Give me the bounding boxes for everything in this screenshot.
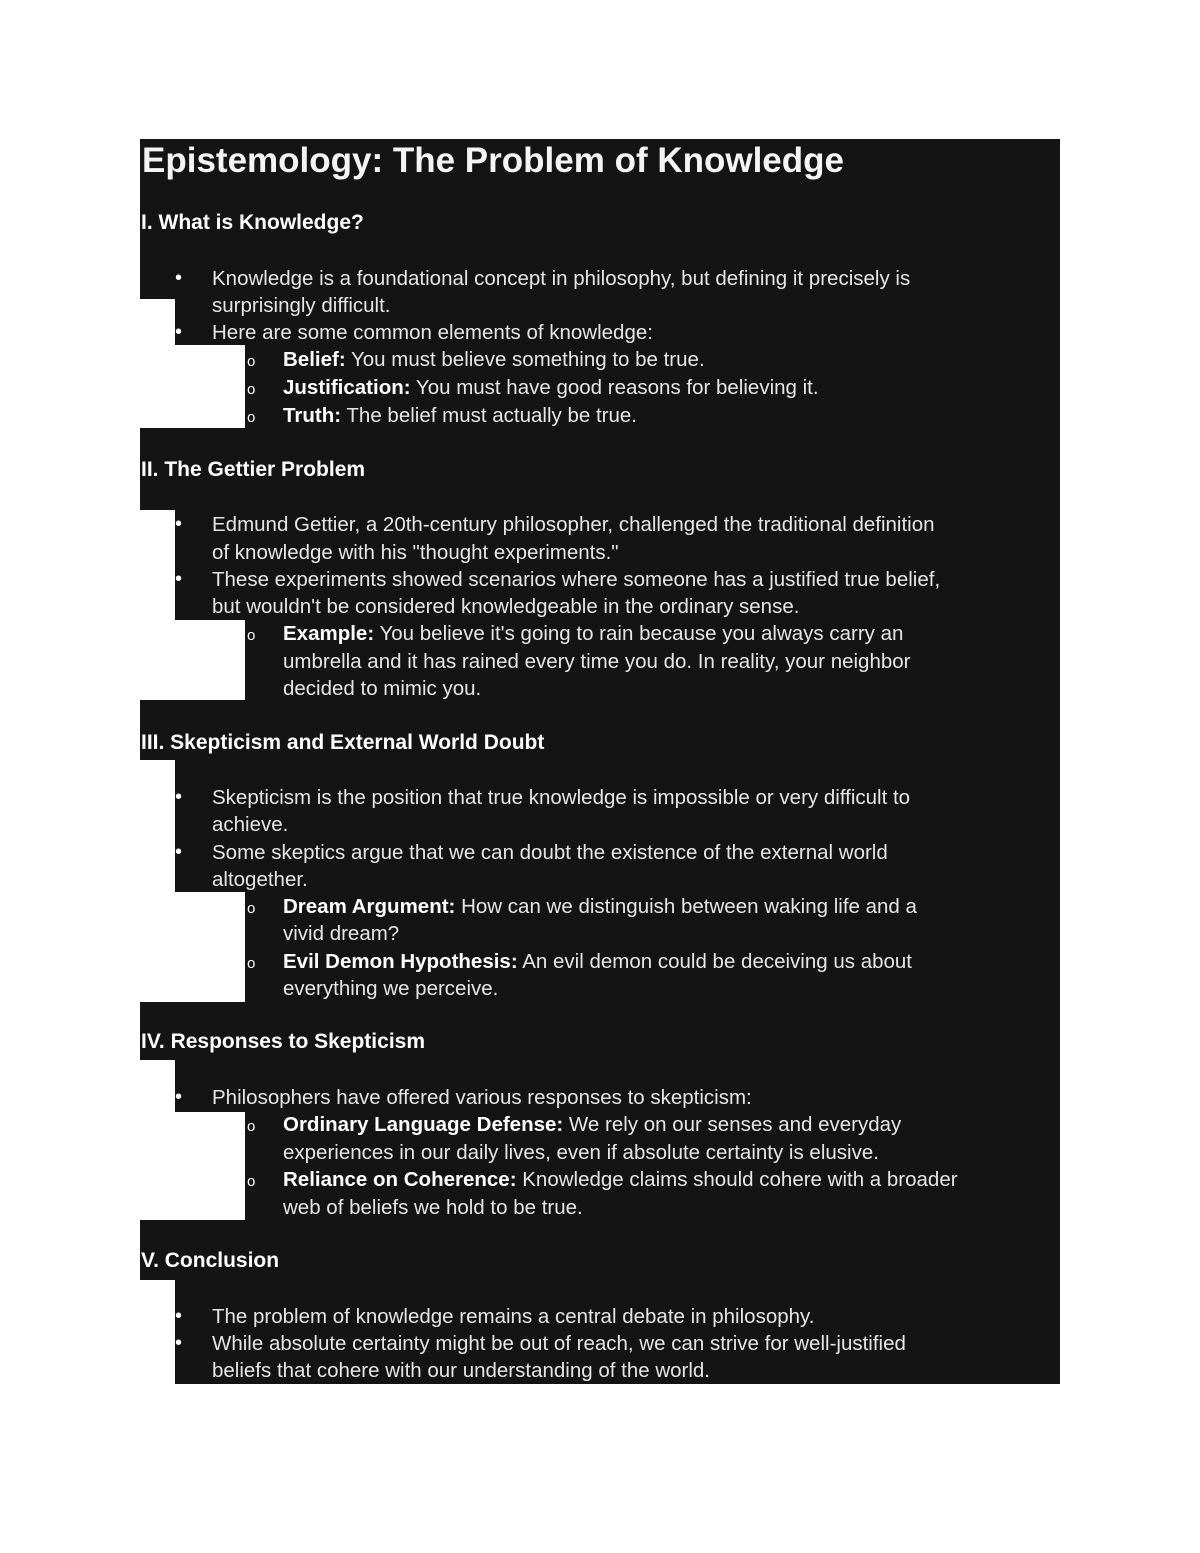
definition: You must believe something to be true. bbox=[345, 348, 705, 371]
sub-item-line: decided to mimic you. bbox=[283, 677, 482, 700]
sub-item-line bbox=[283, 374, 819, 401]
list-item-line: achieve. bbox=[212, 813, 289, 836]
section-heading: III. Skepticism and External World Doubt bbox=[141, 731, 545, 754]
sub-item-line bbox=[283, 346, 705, 373]
highlight-block bbox=[175, 760, 1060, 892]
sub-bullet-marker: o bbox=[247, 353, 256, 370]
section-heading: IV. Responses to Skepticism bbox=[141, 1030, 426, 1053]
term: Belief: bbox=[283, 348, 346, 371]
section-heading: V. Conclusion bbox=[141, 1249, 280, 1272]
bullet-marker: • bbox=[175, 786, 183, 808]
sub-item-line bbox=[283, 402, 637, 429]
list-item-line: While absolute certainty might be out of reach, we can strive for well-justified bbox=[212, 1332, 906, 1355]
definition: An evil demon could be deceiving us about bbox=[517, 950, 912, 973]
term: Evil Demon Hypothesis: bbox=[283, 950, 518, 973]
list-item-line: surprisingly difficult. bbox=[212, 294, 391, 317]
list-item-line: The problem of knowledge remains a central debate in philosophy. bbox=[212, 1305, 815, 1328]
document-title: Epistemology: The Problem of Knowledge bbox=[142, 141, 844, 180]
bullet-marker: • bbox=[175, 321, 183, 343]
list-item-line: These experiments showed scenarios where someone has a justified true belief, bbox=[212, 568, 941, 591]
sub-item-line bbox=[283, 1111, 901, 1138]
list-item-line: but wouldn't be considered knowledgeable in the ordinary sense. bbox=[212, 595, 800, 618]
sub-item-line bbox=[283, 948, 912, 975]
sub-bullet-marker: o bbox=[247, 627, 256, 644]
list-item-line: Here are some common elements of knowledge: bbox=[212, 321, 653, 344]
list-item-line: altogether. bbox=[212, 868, 308, 891]
definition: We rely on our senses and everyday bbox=[563, 1113, 902, 1136]
sub-bullet-marker: o bbox=[247, 1118, 256, 1135]
term: Justification: bbox=[283, 376, 411, 399]
bullet-marker: • bbox=[175, 1332, 183, 1354]
list-item-line: Philosophers have offered various responses to skepticism: bbox=[212, 1086, 752, 1109]
definition: Knowledge claims should cohere with a broader bbox=[516, 1168, 958, 1191]
definition: You believe it's going to rain because you always carry an bbox=[374, 622, 904, 645]
sub-bullet-marker: o bbox=[247, 381, 256, 398]
sub-bullet-marker: o bbox=[247, 1173, 256, 1190]
list-item-line: Edmund Gettier, a 20th-century philosopher, challenged the traditional definition bbox=[212, 513, 935, 536]
bullet-marker: • bbox=[175, 1086, 183, 1108]
list-item-line: Some skeptics argue that we can doubt the existence of the external world bbox=[212, 841, 888, 864]
sub-bullet-marker: o bbox=[247, 900, 256, 917]
sub-item-line: web of beliefs we hold to be true. bbox=[283, 1196, 583, 1219]
list-item-line: of knowledge with his "thought experiments." bbox=[212, 541, 619, 564]
bullet-marker: • bbox=[175, 267, 183, 289]
section-heading: II. The Gettier Problem bbox=[141, 458, 366, 481]
bullet-marker: • bbox=[175, 1305, 183, 1327]
term: Truth: bbox=[283, 404, 342, 427]
bullet-marker: • bbox=[175, 841, 183, 863]
term: Reliance on Coherence: bbox=[283, 1168, 517, 1191]
list-item-line: Skepticism is the position that true knowledge is impossible or very difficult to bbox=[212, 786, 911, 809]
sub-bullet-marker: o bbox=[247, 955, 256, 972]
sub-bullet-marker: o bbox=[247, 409, 256, 426]
definition: You must have good reasons for believing it. bbox=[410, 376, 819, 399]
sub-item-line: everything we perceive. bbox=[283, 977, 499, 1000]
definition: How can we distinguish between waking life and a bbox=[455, 895, 917, 918]
section-heading: I. What is Knowledge? bbox=[141, 211, 364, 234]
term: Dream Argument: bbox=[283, 895, 456, 918]
sub-item-line bbox=[283, 1166, 958, 1193]
sub-item-line bbox=[283, 893, 917, 920]
sub-item-line: vivid dream? bbox=[283, 922, 400, 945]
term: Ordinary Language Defense: bbox=[283, 1113, 564, 1136]
bullet-marker: • bbox=[175, 568, 183, 590]
definition: The belief must actually be true. bbox=[341, 404, 637, 427]
bullet-marker: • bbox=[175, 513, 183, 535]
list-item-line: Knowledge is a foundational concept in philosophy, but defining it precisely is bbox=[212, 267, 911, 290]
sub-item-line: experiences in our daily lives, even if absolute certainty is elusive. bbox=[283, 1141, 879, 1164]
list-item-line: beliefs that cohere with our understanding of the world. bbox=[212, 1359, 710, 1382]
term: Example: bbox=[283, 622, 375, 645]
sub-item-line bbox=[283, 620, 903, 647]
sub-item-line: umbrella and it has rained every time you do. In reality, your neighbor bbox=[283, 650, 911, 673]
